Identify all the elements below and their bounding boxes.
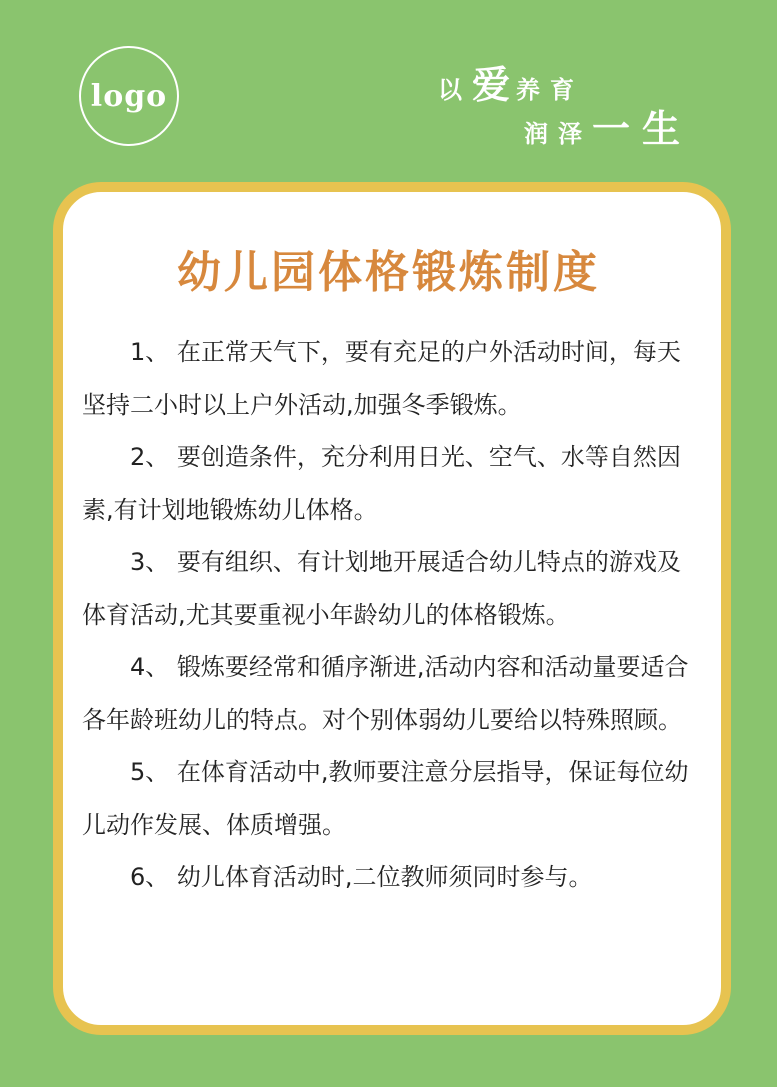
logo [79,46,179,146]
slogan-line-2 [524,98,692,153]
rule-item: 2、 要创造条件，充分利用日光、空气、水等自然因素,有计划地锻炼幼儿体格。 [82,443,681,524]
slogan-text: 润泽 [524,120,592,148]
rule-item: 5、 在体育活动中,教师要注意分层指导，保证每位幼儿动作发展、体质增强。 [82,758,689,839]
rule-item: 4、 锻炼要经常和循序渐进,活动内容和活动量要适合各年龄班幼儿的特点。对个别体弱幼儿要给以特殊照顾。 [82,653,689,734]
rule-item: 3、 要有组织、有计划地开展适合幼儿特点的游戏及体育活动,尤其要重视小年龄幼儿的体格锻炼。 [82,548,681,629]
rule-item: 6、 幼儿体育活动时,二位教师须同时参与。 [130,863,593,891]
rules-list [82,326,692,904]
page-title: 幼儿园体格锻炼制度 [177,247,600,298]
slogan-text: 养育 [516,76,585,104]
slogan [420,40,720,150]
slogan-emphasis: 爱 [472,63,517,107]
rule-item: 1、 在正常天气下，要有充足的户外活动时间，每天坚持二小时以上户外活动,加强冬季锻炼。 [82,338,681,419]
logo-text: logo [90,78,168,114]
slogan-text: 以 [438,76,472,104]
slogan-emphasis: 一生 [592,107,693,151]
